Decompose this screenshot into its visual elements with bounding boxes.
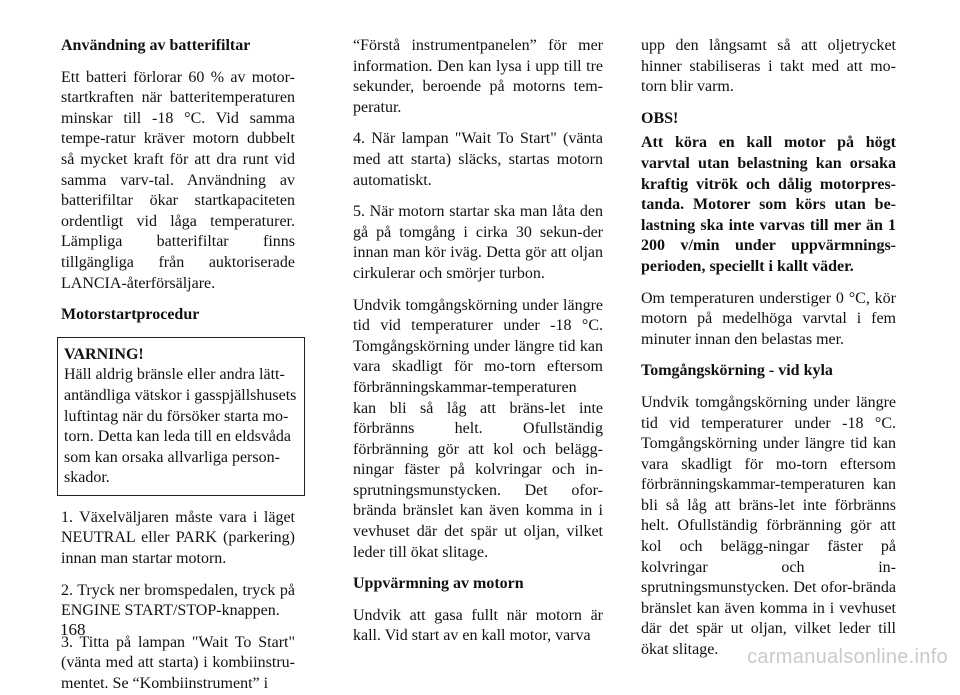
step-3: 3. Titta på lampan "Wait To Start" (vänta med att starta) i kombiinstru-mentet. Se “Kombiinstrument” i [61,633,295,693]
battery-paragraph: Ett batteri förlorar 60 % av motor-startkraften när batteritemperaturen minskar till -18 °C. Vid samma tempe-ratur kräver motorn dubbelt så mycket kraft för att dra runt vid samma varv-tal. Användning av batterifiltar ökar startkapaciteten ordentligt vid låga temperaturer. Lämpliga batterifiltar finns tillgängliga från auktoriserade LANCIA-återförsäljare. [61,68,295,292]
temperature-paragraph: Om temperaturen understiger 0 °C, kör motorn på medelhöga varvtal i fem minuter innan den belastas mer. [641,289,896,348]
page-number: 168 [60,620,86,639]
warning-box [57,337,305,496]
column-middle [353,36,603,647]
start-procedure-heading: Motorstartprocedur [61,306,200,324]
warmup-continued: upp den långsamt så att oljetrycket hinner stabiliseras i takt med att mo-torn blir varm. [641,37,896,96]
column-left [61,36,295,695]
warning-text: Häll aldrig bränsle eller andra lätt-antändliga vätskor i gasspjällshusets luftintag när du försöker starta mo-torn. Detta kan leda till en eldsvåda som kan orsaka allvarliga person-skador. [64,366,297,487]
battery-heading: Användning av batterifiltar [61,37,251,54]
obs-paragraph: Att köra en kall motor på högt varvtal utan belastning kan orsaka kraftig vitrök och dålig motorpres-tanda. Motorer som körs utan be-lastning ska inte varvas till mer än 1 200 v/min under uppvärmnings-perioden, speciellt i kallt väder. [641,134,896,275]
idle-cold-heading: Tomgångskörning - vid kyla [641,362,833,380]
step-2: 2. Tryck ner bromspedalen, tryck på ENGINE START/STOP-knappen. [61,581,295,620]
idle-cold-paragraph: Undvik tomgångskörning under längre tid vid temperaturer under -18 °C. Tomgångskörning under längre tid kan vara skadligt för mo-torn eftersom förbränningskammar-temperaturen kan bli så låg att bräns-let inte förbränns helt. Ofullständig förbränning gör att kol och belägg-ningar fäster på kolvringar och in-sprutningsmunstycken. Det ofor-brända bränslet kan även komma in i vevhuset där det spär ut oljan, vilket leder till ökat slitage. [641,393,896,659]
obs-label: OBS! [641,109,679,127]
step-1: 1. Växelväljaren måste vara i läget NEUTRAL eller PARK (parkering) innan man startar motorn. [61,508,295,568]
warning-title: VARNING! [64,345,144,363]
watermark: carmanualsonline.info [747,646,948,668]
column-right [641,36,896,661]
warmup-heading: Uppvärmning av motorn [353,575,524,593]
idle-paragraph: Undvik tomgångskörning under längre tid vid temperaturer under -18 °C. Tomgångskörning under längre tid kan vara skadligt för mo-torn eftersom förbränningskammar-temperaturen kan bli så låg att bräns-let inte förbränns helt. Ofullständig förbränning gör att kol och belägg-ningar fäster på kolvringar och in-sprutningsmunstycken. Det ofor-brända bränslet kan även komma in i vevhuset där det spär ut oljan, vilket leder till ökat slitage. [353,296,603,561]
step-5: 5. När motorn startar ska man låta den gå på tomgång i cirka 30 sekun-der innan man kör iväg. Detta gör att oljan cirkulerar och smörjer turbon. [353,203,603,282]
step-4: 4. När lampan "Wait To Start" (vänta med att starta) släcks, startas motorn automatiskt. [353,130,603,189]
warmup-paragraph: Undvik att gasa fullt när motorn är kall. Vid start av en kall motor, varva [353,606,603,645]
step-3-continued: “Förstå instrumentpanelen” för mer information. Den kan lysa i upp till tre sekunder, beroende på motorns tem-peratur. [353,37,603,116]
